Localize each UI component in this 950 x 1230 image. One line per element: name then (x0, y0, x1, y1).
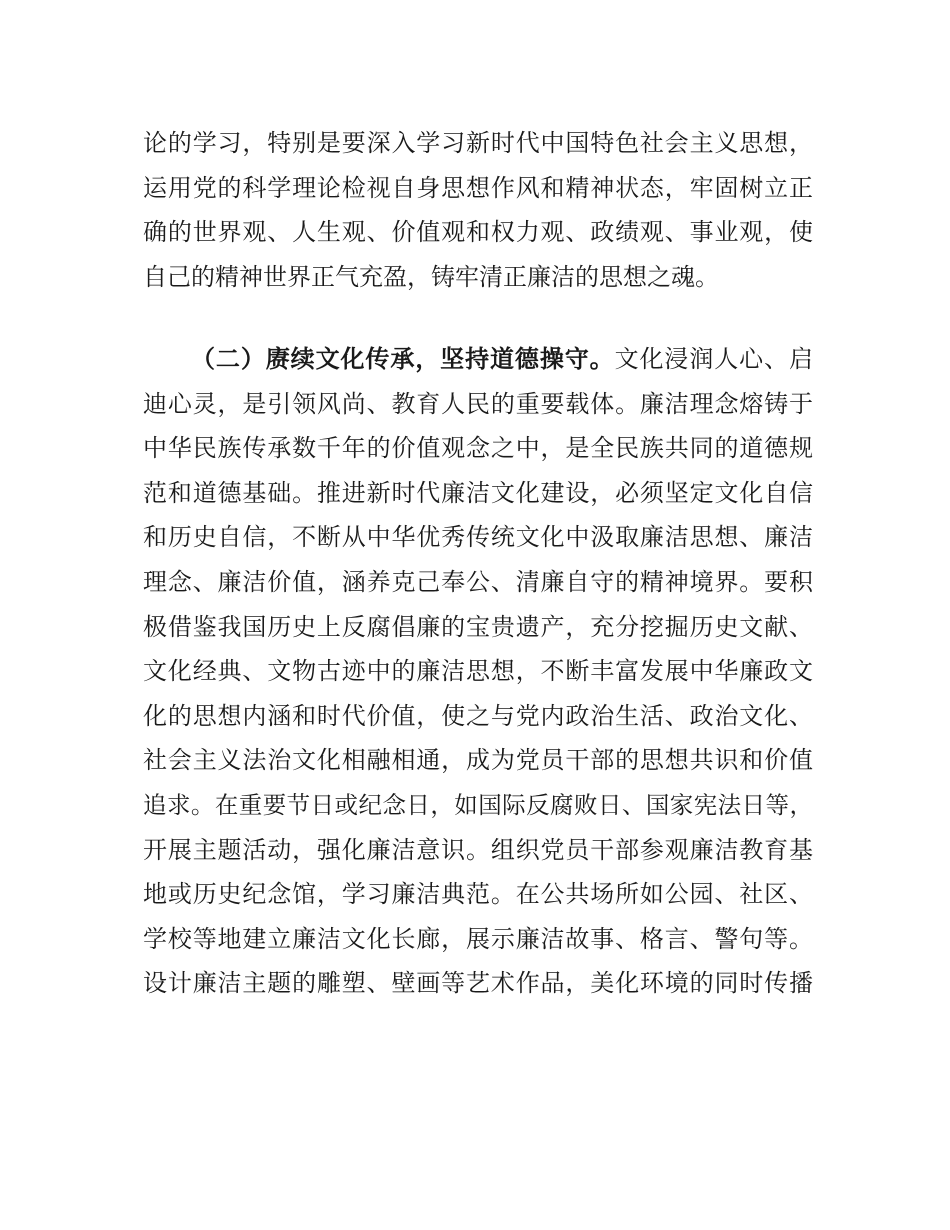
paragraph-first-line (143, 337, 813, 382)
paragraph-line: 文化经典、文物古迹中的廉洁思想，不断丰富发展中华廉政文 (143, 657, 813, 686)
paragraph-line: 确的世界观、人生观、价值观和权力观、政绩观、事业观，使 (143, 218, 813, 247)
paragraph-line: 地或历史纪念馆，学习廉洁典范。在公共场所如公园、社区、 (143, 880, 813, 909)
paragraph-line: 社会主义法治文化相融相通，成为党员干部的思想共识和价值 (143, 746, 813, 775)
paragraph-line: 和历史自信，不断从中华优秀传统文化中汲取廉洁思想、廉洁 (143, 523, 813, 552)
paragraph-line: 自己的精神世界正气充盈，铸牢清正廉洁的思想之魂。 (143, 262, 719, 291)
paragraph-1 (143, 121, 813, 299)
paragraph-line: 范和道德基础。推进新时代廉洁文化建设，必须坚定文化自信 (143, 478, 813, 507)
paragraph-line: 化的思想内涵和时代价值，使之与党内政治生活、政治文化、 (143, 701, 813, 730)
paragraph-line: 设计廉洁主题的雕塑、壁画等艺术作品，美化环境的同时传播 (143, 969, 813, 998)
paragraph-line: 运用党的科学理论检视自身思想作风和精神状态，牢固树立正 (143, 173, 813, 202)
paragraph-line: 理念、廉洁价值，涵养克己奉公、清廉自守的精神境界。要积 (143, 567, 813, 596)
paragraph-line: 迪心灵，是引领风尚、教育人民的重要载体。廉洁理念熔铸于 (143, 389, 813, 418)
paragraph-line: 追求。在重要节日或纪念日，如国际反腐败日、国家宪法日等， (143, 790, 813, 819)
paragraph-line: 论的学习，特别是要深入学习新时代中国特色社会主义思想， (143, 129, 813, 157)
paragraph-line: 学校等地建立廉洁文化长廊，展示廉洁故事、格言、警句等。 (143, 924, 813, 953)
paragraph-2 (143, 337, 813, 1006)
first-line-text: 文化浸润人心、启 (614, 345, 814, 373)
paragraph-line: 极借鉴我国历史上反腐倡廉的宝贵遗产，充分挖掘历史文献、 (143, 612, 813, 641)
paragraph-line: 开展主题活动，强化廉洁意识。组织党员干部参观廉洁教育基 (143, 835, 813, 864)
section-heading: （二）赓续文化传承，坚持道德操守。 (191, 345, 615, 373)
paragraph-line: 中华民族传承数千年的价值观念之中，是全民族共同的道德规 (143, 434, 813, 463)
